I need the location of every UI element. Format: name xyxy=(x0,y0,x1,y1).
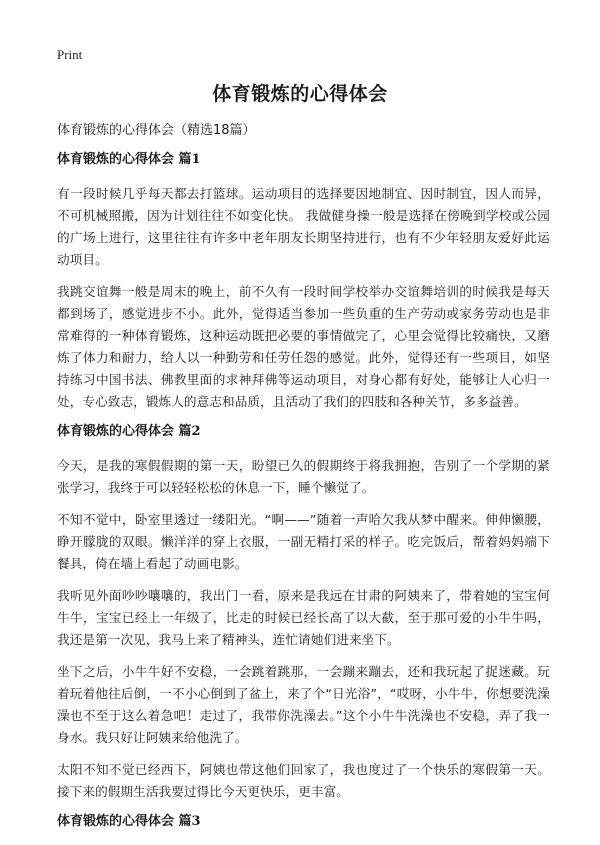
section-heading: 体育锻炼的心得体会 篇2 xyxy=(57,424,201,439)
paragraph: 今天，是我的寒假假期的第一天，盼望已久的假期终于将我拥抱，告别了一个学期的紧张学习，我终于可以轻轻松松的休息一下，睡个懒觉了。 xyxy=(57,458,550,495)
page-title: 体育锻炼的心得体会 xyxy=(212,83,388,105)
paragraph: 太阳不知不觉已经西下，阿姨也带这他们回家了，我也度过了一个快乐的寒假第一天。接下来的假期生活我要过得比今天更快乐，更丰富。 xyxy=(57,762,550,799)
section-3 xyxy=(57,813,550,831)
paragraph: 有一段时候几乎每天都去打篮球。运动项目的选择要因地制宜、因时制宜，因人而异，不可机械照搬，因为计划往往不如变化快。 我做健身操一般是选择在傍晚到学校或公园的广场上进行，这里往往有许多中老年朋友长期坚持进行，也有不少年轻朋友爱好此运动项目。 xyxy=(57,186,550,267)
section-1 xyxy=(57,151,550,413)
document-body xyxy=(57,151,550,845)
paragraph: 坐下之后，小牛牛好不安稳，一会跳着跳那，一会蹦来蹦去，还和我玩起了捉迷藏。玩着玩着他往后倒，一不小心倒到了盆上，来了个“日光浴”，“哎呀，小牛牛，你想要洗澡澡也不至于这么着急吧！走过了，我带你洗澡去。”这个小牛牛洗澡也不安稳，弄了我一身水。我只好让阿姨来给他洗了。 xyxy=(57,664,550,745)
document-subtitle: 体育锻炼的心得体会（精选18篇） xyxy=(57,123,256,138)
section-heading: 体育锻炼的心得体会 篇1 xyxy=(57,152,201,167)
section-heading: 体育锻炼的心得体会 篇3 xyxy=(57,814,201,829)
paragraph: 不知不觉中，卧室里透过一缕阳光。“啊——”随着一声哈欠我从梦中醒来。伸伸懒腰，睁开朦胧的双眼。懒洋洋的穿上衣服，一副无精打采的样子。吃完饭后，帮着妈妈端下餐具，倚在墙上看起了动画电影。 xyxy=(57,512,550,571)
print-link[interactable]: Print xyxy=(57,47,83,62)
paragraph: 我跳交谊舞一般是周末的晚上，前不久有一段时间学校举办交谊舞培训的时候我是每天都到场了，感觉进步不小。此外，觉得适当参加一些负重的生产劳动或家务劳动也是非常难得的一种体育锻炼，这种运动既把必要的事情做完了，心里会觉得比较痛快，又磨炼了体力和耐力，给人以一种勤劳和任劳任怨的感觉。此外，觉得还有一些项目，如坚持练习中国书法、佛教里面的求神拜佛等运动项目，对身心都有好处，能够让人心归一处，专心致志，锻炼人的意志和品质，且活动了我们的四肢和各种关节，多多益善。 xyxy=(57,284,550,409)
paragraph: 我听见外面吵吵嚷嚷的，我出门一看，原来是我远在甘肃的阿姨来了，带着她的宝宝何牛牛，宝宝已经上一年级了，比走的时候已经长高了以大截，至于那可爱的小牛牛吗，我还是第一次见，我马上来了精神头，连忙请她们进来坐下。 xyxy=(57,588,550,647)
section-2 xyxy=(57,423,550,803)
